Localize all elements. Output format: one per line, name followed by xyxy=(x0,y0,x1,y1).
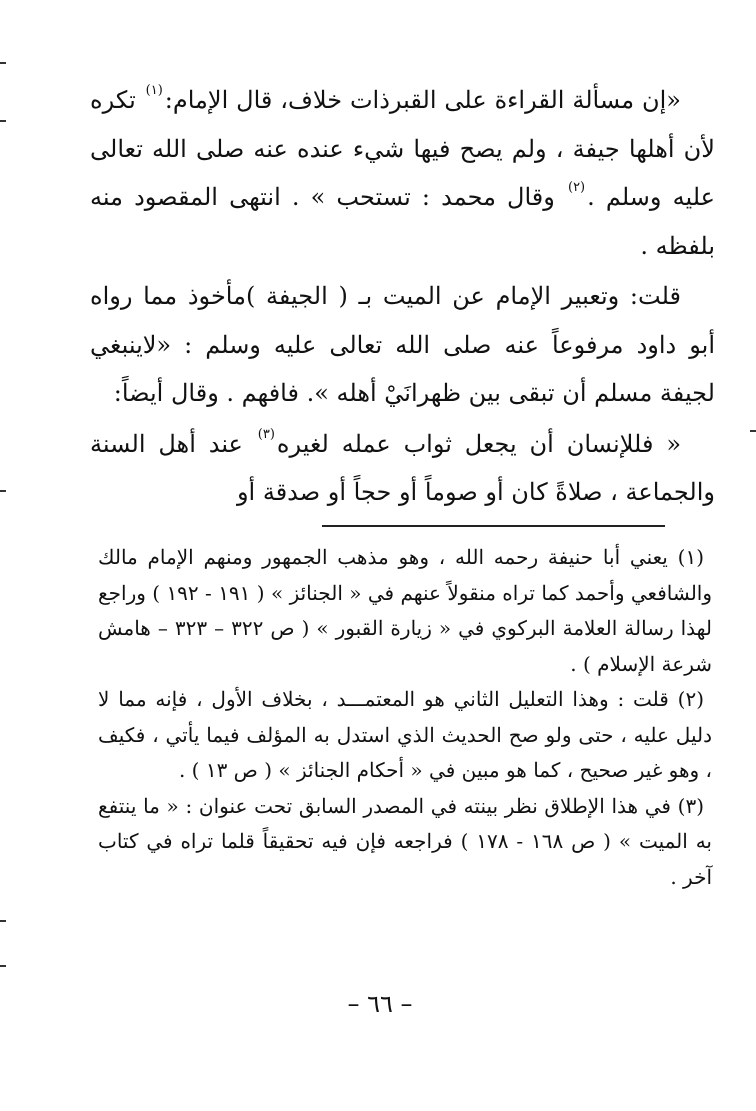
footnote-separator xyxy=(322,525,665,527)
footnote-1: (١) يعني أبا حنيفة رحمه الله ، وهو مذهب الجمهور ومنهم الإمام مالك والشافعي وأحمد كما تراه منقولاً عنهم في « الجنائز » ( ١٩١ - ١٩٢ ) وراجع لهذا رسالة العلامة البركوي في « زيارة القبور » ( ص ٣٢٢ – ٣٢٣ – هامش شرعة الإسلام ) . xyxy=(98,545,712,676)
margin-mark xyxy=(0,920,6,922)
main-paragraph-1: «إن مسألة القراءة على القبرذات خلاف، قال الإمام:$^{(١)}$ تكره لأن أهلها جيفة ، ولم يصح فيها شيء عنده عنه صلى الله تعالى عليه وسلم .$^{(٢)}$ وقال محمد : تستحب » . انتهى المقصود منه بلفظه . xyxy=(90,83,715,260)
footnote-ref-2: (٢) xyxy=(567,180,586,195)
main-paragraph-2: قلت: وتعبير الإمام عن الميت بـ ( الجيفة )مأخوذ مما رواه أبو داود مرفوعاً عنه صلى الله تعالى عليه وسلم : «لاينبغي لجيفة مسلم أن تبقى بين ظهرانَيْ أهله ». فافهم . وقال أيضاً: xyxy=(90,282,715,407)
footnote-2: (٢) قلت : وهذا التعليل الثاني هو المعتمـــد ، بخلاف الأول ، فإنه مما لا دليل عليه ، حتى ولو صح الحديث الذي استدل به المؤلف فيما يأتي ، فكيف ، وهو غير صحيح ، كما هو مبين في « أحكام الجنائز » ( ص ١٣ ) . xyxy=(98,687,712,782)
margin-mark xyxy=(0,490,6,492)
main-paragraph-3: « فللإنسان أن يجعل ثواب عمله لغيره$^{(٣)}$ عند أهل السنة والجماعة ، صلاةً كان أو صوماً أو حجاً أو صدقة أو xyxy=(90,426,715,506)
margin-mark xyxy=(0,120,6,122)
margin-mark xyxy=(0,965,6,967)
footnotes xyxy=(98,540,712,895)
footnote-ref-1: (١) xyxy=(145,83,163,98)
footnote-3: (٣) في هذا الإطلاق نظر بينته في المصدر السابق تحت عنوان : « ما ينتفع به الميت » ( ص ١٦٨ - ١٧٨ ) فراجعه فإن فيه تحقيقاً قلما تراه في كتاب آخر . xyxy=(98,793,712,889)
main-text xyxy=(90,76,715,517)
margin-mark xyxy=(750,430,756,432)
page-number: – ٦٦ – xyxy=(347,990,413,1018)
margin-mark xyxy=(0,62,6,64)
footnote-ref-3: (٣) xyxy=(257,426,275,442)
